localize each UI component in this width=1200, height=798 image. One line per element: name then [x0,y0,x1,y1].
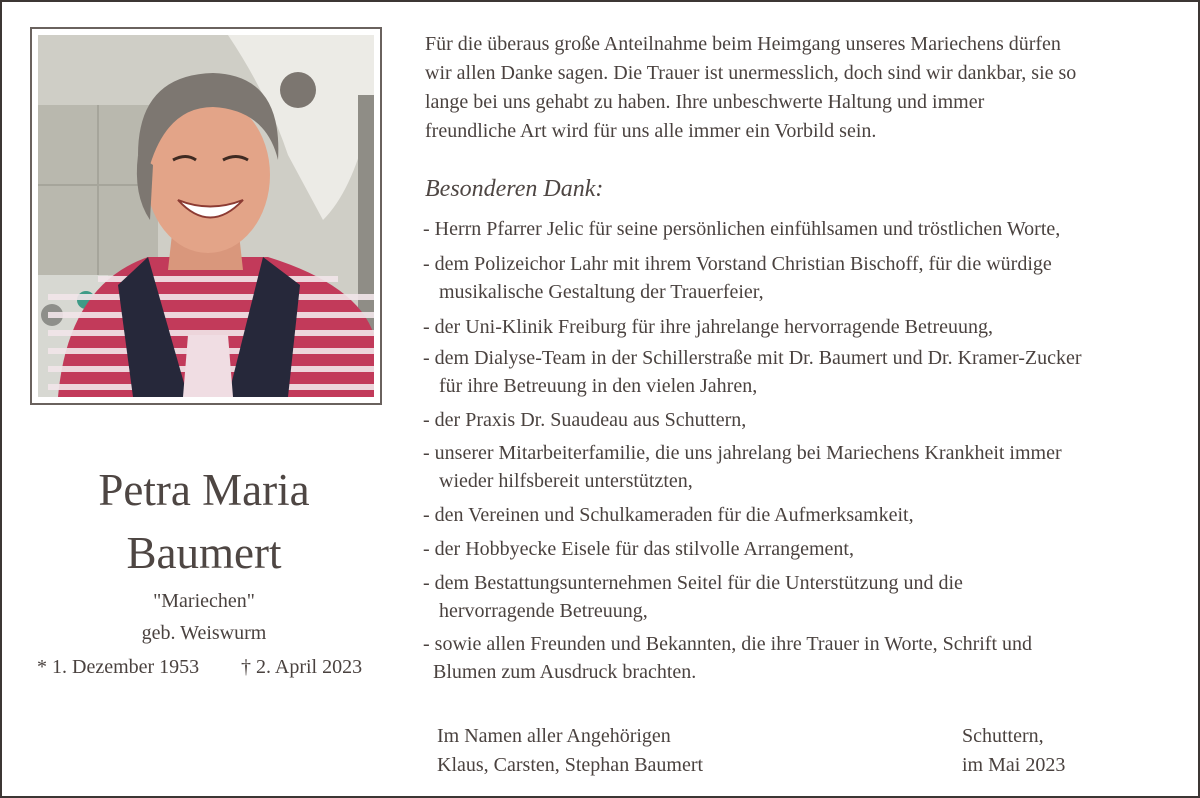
intro-line: lange bei uns gehabt zu haben. Ihre unbeschwerte Haltung und immer [425,91,985,113]
thanks-item-line: hervorragende Betreuung, [439,600,648,622]
thanks-item-line: für ihre Betreuung in den vielen Jahren, [439,375,758,397]
thanks-item [423,250,1183,306]
place-date-block [962,722,1065,780]
thanks-item [423,344,1183,400]
thanks-item-line: - dem Polizeichor Lahr mit ihrem Vorstand Christian Bischoff, für die würdige [423,253,1052,275]
nickname: "Mariechen" [153,590,255,612]
thanks-item-line: - der Uni-Klinik Freiburg für ihre jahrelange hervorragende Betreuung, [423,316,993,338]
thanks-item-line: Blumen zum Ausdruck brachten. [433,661,697,683]
thanks-heading: Besonderen Dank: [425,176,604,202]
thanks-item-line: - der Praxis Dr. Suaudeau aus Schuttern, [423,409,747,431]
birth-date: * 1. Dezember 1953 [37,656,200,678]
date: im Mai 2023 [962,754,1066,776]
thanks-item-line: musikalische Gestaltung der Trauerfeier, [439,281,764,303]
thanks-item [423,501,1183,529]
thanks-item [423,439,1183,495]
thanks-item [423,569,1183,625]
thanks-item [423,535,1183,563]
deceased-first-names: Petra Maria [98,465,310,515]
death-date: † 2. April 2023 [241,656,363,678]
portrait-photo [38,35,374,397]
thanks-item-line: - den Vereinen und Schulkameraden für die Aufmerksamkeit, [423,504,914,526]
thanks-item-line: - unserer Mitarbeiterfamilie, die uns jahrelang bei Mariechens Krankheit immer [423,442,1062,464]
signature-names: Klaus, Carsten, Stephan Baumert [437,754,704,776]
thanks-item [423,630,1183,686]
portrait-frame [30,27,382,405]
thanks-item-line: - Herrn Pfarrer Jelic für seine persönlichen einfühlsamen und tröstlichen Worte, [423,218,1061,240]
thanks-item-line: - der Hobbyecke Eisele für das stilvolle Arrangement, [423,538,854,560]
thanks-item-line: - dem Bestattungsunternehmen Seitel für die Unterstützung und die [423,572,963,594]
deceased-surname: Baumert [126,528,282,578]
thanks-item [423,313,1183,341]
thanks-item [423,406,1183,434]
intro-line: Für die überaus große Anteilnahme beim Heimgang unseres Mariechens dürfen [425,33,1061,55]
signature-line: Im Namen aller Angehörigen [437,725,671,747]
thanks-item [423,215,1183,243]
thanks-item-line: - dem Dialyse-Team in der Schillerstraße mit Dr. Baumert und Dr. Kramer-Zucker [423,347,1082,369]
thanks-item-line: - sowie allen Freunden und Bekannten, die ihre Trauer in Worte, Schrift und [423,633,1033,655]
intro-paragraph [425,30,1175,146]
intro-line: freundliche Art wird für uns alle immer ein Vorbild sein. [425,120,877,142]
signature-block [437,722,703,780]
intro-line: wir allen Danke sagen. Die Trauer ist unermesslich, doch sind wir dankbar, sie so [425,62,1077,84]
birth-name: geb. Weiswurm [141,622,267,644]
thanks-item-line: wieder hilfsbereit unterstützten, [439,470,693,492]
place: Schuttern, [962,725,1044,747]
